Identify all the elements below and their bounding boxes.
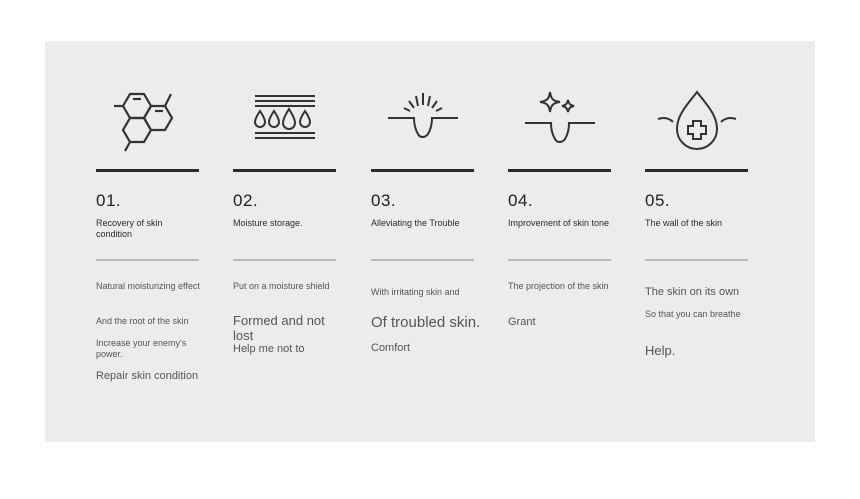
feature-item: The skin on its own bbox=[645, 286, 740, 298]
divider-thin bbox=[645, 259, 748, 261]
water-drops-layers-icon bbox=[233, 89, 337, 155]
divider-thin bbox=[233, 259, 336, 261]
feature-column-1 bbox=[96, 41, 200, 442]
feature-heading: Alleviating the Trouble bbox=[371, 218, 460, 228]
feature-heading: The wall of the skin bbox=[645, 218, 723, 228]
feature-column-3 bbox=[371, 41, 481, 442]
feature-item: The projection of the skin bbox=[508, 281, 609, 291]
feature-number: 01. bbox=[96, 191, 122, 210]
feature-item: Of troubled skin. bbox=[371, 314, 481, 331]
feature-item: Comfort bbox=[371, 342, 411, 354]
feature-item: Help me not to bbox=[233, 343, 305, 355]
feature-column-5 bbox=[645, 41, 749, 442]
feature-item: Put on a moisture shield bbox=[233, 281, 330, 291]
divider-thick bbox=[233, 169, 336, 172]
divider-thin bbox=[96, 259, 199, 261]
feature-number: 04. bbox=[508, 191, 534, 210]
feature-item: Natural moisturizing effect bbox=[96, 281, 200, 291]
feature-number: 03. bbox=[371, 191, 397, 210]
feature-column-2 bbox=[233, 41, 337, 442]
feature-heading: Moisture storage. bbox=[233, 218, 303, 228]
feature-item: Increase your enemy's power. bbox=[96, 338, 187, 359]
feature-column-4 bbox=[508, 41, 612, 442]
soothing-pore-icon bbox=[371, 89, 475, 155]
feature-item: And the root of the skin bbox=[96, 316, 189, 326]
divider-thick bbox=[96, 169, 199, 172]
feature-heading: Improvement of skin tone bbox=[508, 218, 610, 228]
feature-item: So that you can breathe bbox=[645, 309, 741, 319]
feature-number: 02. bbox=[233, 191, 259, 210]
features-panel bbox=[45, 41, 815, 442]
divider-thick bbox=[645, 169, 748, 172]
honeycomb-molecule-icon bbox=[96, 89, 200, 155]
divider-thin bbox=[508, 259, 611, 261]
drop-cross-icon bbox=[645, 89, 749, 155]
feature-item: Formed and not lost bbox=[233, 313, 325, 343]
feature-item: With irritating skin and bbox=[371, 287, 460, 297]
feature-item: Repair skin condition bbox=[96, 370, 199, 382]
feature-number: 05. bbox=[645, 191, 671, 210]
sparkle-pore-icon bbox=[508, 89, 612, 155]
divider-thin bbox=[371, 259, 474, 261]
feature-item: Help. bbox=[645, 343, 676, 358]
feature-heading: Recovery of skin condition bbox=[96, 218, 163, 239]
feature-item: Grant bbox=[508, 316, 536, 328]
divider-thick bbox=[371, 169, 474, 172]
divider-thick bbox=[508, 169, 611, 172]
